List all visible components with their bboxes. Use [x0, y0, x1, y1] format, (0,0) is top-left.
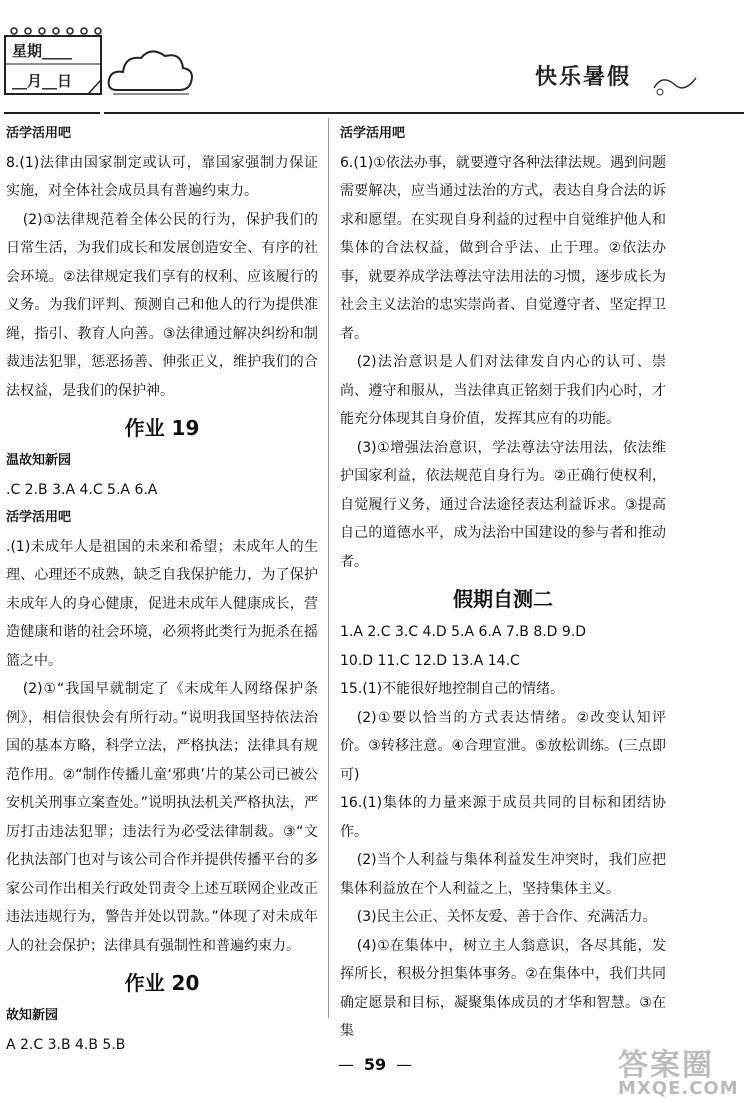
watermark-logo — [618, 1040, 746, 1100]
answer-paragraph: (4)①在集体中，树立主人翁意识，各尽其能，发挥所长，积极分担集体事务。②在集体中，我们共同确定愿景和目标，凝聚集体成员的才华和智慧。③在集 — [340, 937, 666, 1039]
weekday-field: 星期____ — [12, 42, 73, 60]
page-header — [0, 0, 750, 110]
test-heading: 假期自测二 — [453, 587, 553, 611]
section-title: 活学活用吧 — [6, 510, 72, 525]
header-rule-right — [104, 112, 744, 114]
choice-answers: 1.A 2.C 3.C 4.D 5.A 6.A 7.B 8.D 9.D — [340, 624, 587, 640]
date-field: __月__日 — [12, 72, 73, 90]
section-title: 活学活用吧 — [340, 126, 406, 141]
section-title: 故知新园 — [6, 1008, 59, 1023]
left-column — [6, 120, 318, 1059]
answer-paragraph: (3)民主公正、关怀友爱、善于合作、充满活力。 — [356, 909, 657, 925]
cloud-icon — [105, 40, 195, 100]
section-title: 温故知新园 — [6, 453, 72, 468]
answer-paragraph: (2)①要以恰当的方式表达情绪。②改变认知评价。③转移注意。④合理宣泄。⑤放松训练。(三点即可) — [340, 709, 666, 783]
page-number-value: 59 — [363, 1055, 387, 1074]
answer-paragraph: (3)①增强法治意识，学法尊法守法用法，依法维护国家利益，依法规范自身行为。②正确行使权利，自觉履行义务，通过合法途径表达利益诉求。③提高自己的道德水平，成为法治中国建设的参与者和推动者。 — [340, 439, 666, 570]
section-title: 活学活用吧 — [6, 126, 72, 141]
answer-paragraph: (2)当个人利益与集体利益发生冲突时，我们应把集体利益放在个人利益之上，坚持集体主义。 — [340, 852, 666, 897]
answer-paragraph: 15.(1)不能很好地控制自己的情绪。 — [340, 681, 565, 697]
choice-answers: .C 2.B 3.A 4.C 5.A 6.A — [6, 481, 158, 498]
page-number: — 59 — — [337, 1055, 413, 1074]
answer-paragraph: 8.(1)法律由国家制定或认可，靠国家强制力保证实施，对全体社会成员具有普遍约束力。 — [6, 154, 318, 199]
answer-paragraph: (2)①法律规范着全体公民的行为，保护我们的日常生活，为我们成长和发展创造安全、有序的社会环境。②法律规定我们享有的权利、应该履行的义务。为我们评判、预测自己和他人的行为提供准绳，指引、教育人向善。③法律通过解决纠纷和制裁违法犯罪，惩恶扬善、伸张正义，维护我们的合法权益，是我们的保护神。 — [6, 211, 318, 399]
assignment-heading: 作业 20 — [124, 971, 200, 995]
answer-paragraph: .(1)未成年人是祖国的未来和希望；未成年人的生理、心理还不成熟，缺乏自我保护能力，为了保护未成年人的身心健康，促进未成年人健康成长，营造健康和谐的社会环境，必须将此类行为扼杀在摇篮之中。 — [6, 538, 318, 669]
header-rule-left — [4, 112, 100, 114]
assignment-heading: 作业 19 — [124, 416, 200, 440]
watermark-text: 答案圈 — [618, 1048, 714, 1083]
answer-paragraph: (2)①“我国早就制定了《未成年人网络保护条例》，相信很快会有所行动。”说明我国坚持依法治国的基本方略，科学立法，严格执法；法律具有规范作用。②“制作传播儿童‘邪典’片的某公司已被公安机关刑事立案查处。”说明执法机关严格执法，严厉打击违法犯罪；违法行为必受法律制裁。③“文化执法部门也对与该公司合作并提供传播平台的多家公司作出相关行政处罚责令上述互联网企业改正违法违规行为，警告并处以罚款。”体现了对未成年人的社会保护；法律具有强制性和普遍约束力。 — [6, 681, 318, 954]
brand-logo: 快乐暑假 — [535, 65, 632, 90]
answer-paragraph: (2)法治意识是人们对法律发自内心的认可、崇尚、遵守和服从，当法律真正铭刻于我们内心时，才能充分体现其自身价值，发挥其应有的功能。 — [340, 354, 666, 427]
choice-answers: A 2.C 3.B 4.B 5.B — [6, 1036, 126, 1053]
date-box — [4, 30, 104, 96]
column-divider — [328, 118, 329, 1018]
logo-swirl-icon — [650, 70, 700, 100]
choice-answers: 10.D 11.C 12.D 13.A 14.C — [340, 652, 520, 669]
answer-paragraph: 16.(1)集体的力量来源于成员共同的目标和团结协作。 — [340, 795, 666, 840]
right-column — [340, 120, 666, 1046]
answer-paragraph: 6.(1)①依法办事，就要遵守各种法律法规。遇到问题需要解决，应当通过法治的方式，表达自身合法的诉求和愿望。在实现自身利益的过程中自觉维护他人和集体的合法权益，做到合乎法、止于理。②依法办事，就要养成学法尊法守法用法的习惯，逐步成长为社会主义法治的忠实崇尚者、自觉遵守者、坚定捍卫者。 — [340, 154, 666, 342]
watermark-url: MXQE.COM — [618, 1078, 739, 1099]
